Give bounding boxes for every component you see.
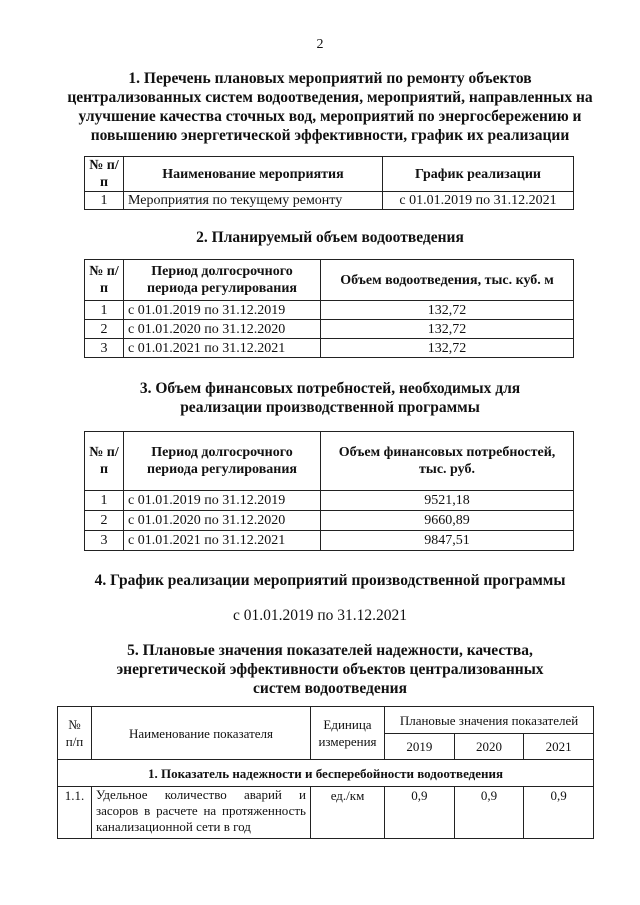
cell-num: 1 [85,301,124,320]
section5-title-line: энергетической эффективности объектов централизованных [116,661,544,678]
table-row [85,339,574,358]
table-row [85,531,574,551]
cell-value-2019: 0,9 [385,787,455,839]
col-name-header: Наименование мероприятия [124,157,383,192]
cell-period: с 01.01.2020 по 31.12.2020 [124,511,321,531]
section4-title: 4. График реализации мероприятий производственной программы [94,572,566,589]
cell-schedule: с 01.01.2019 по 31.12.2021 [383,192,574,210]
cell-volume: 132,72 [321,320,574,339]
cell-period: с 01.01.2019 по 31.12.2019 [124,491,321,511]
section1-title-line: централизованных систем водоотведения, мероприятий, направленных на [67,89,593,106]
section4-period: с 01.01.2019 по 31.12.2021 [232,607,408,624]
col-finance-header: Объем финансовых потребностей, тыс. руб. [321,432,574,491]
col-year-header: 2021 [524,734,594,760]
section5-title-line: систем водоотведения [253,680,407,697]
col-num-header: № п/п [85,432,124,491]
finance-table [84,431,574,551]
section3-title-line: 3. Объем финансовых потребностей, необходимых для [139,380,521,397]
section5-title [40,641,620,698]
section2-title: 2. Планируемый объем водоотведения [196,229,464,246]
col-volume-header: Объем водоотведения, тыс. куб. м [321,260,574,301]
section3-title [40,379,620,417]
table-row [85,320,574,339]
cell-finance: 9521,18 [321,491,574,511]
section5-title-line: 5. Плановые значения показателей надежности, качества, [127,642,533,659]
section1-title-line: повышению энергетической эффективности, график их реализации [90,127,570,144]
col-unit-header: Единица измерения [311,707,385,760]
cell-num: 1 [85,192,124,210]
col-num-header: № п/п [85,260,124,301]
page-number: 2 [316,37,324,52]
col-year-header: 2019 [385,734,455,760]
cell-unit: ед./км [311,787,385,839]
col-year-header: 2020 [454,734,524,760]
volume-table [84,259,574,358]
col-num-header: № п/п [58,707,92,760]
indicators-table [57,706,594,839]
table-row [85,301,574,320]
cell-period: с 01.01.2019 по 31.12.2019 [124,301,321,320]
section1-title-line: улучшение качества сточных вод, мероприятий по энергосбережению и [78,108,582,125]
col-schedule-header: График реализации [383,157,574,192]
cell-finance: 9847,51 [321,531,574,551]
cell-name: Мероприятия по текущему ремонту [124,192,383,210]
cell-num: 3 [85,339,124,358]
group-row [58,760,594,787]
cell-num: 2 [85,511,124,531]
cell-num: 1.1. [58,787,92,839]
col-indicator-header: Наименование показателя [92,707,311,760]
section3-title-line: реализации производственной программы [180,399,480,416]
cell-indicator: Удельное количество аварий и засоров в расчете на протяженность канализационной сети в год [92,787,311,839]
cell-finance: 9660,89 [321,511,574,531]
cell-value-2020: 0,9 [454,787,524,839]
table-row [85,192,574,210]
cell-num: 3 [85,531,124,551]
table-row [58,787,594,839]
col-period-header: Период долгосрочного периода регулирования [124,432,321,491]
section1-title-line: 1. Перечень плановых мероприятий по ремонту объектов [128,70,532,87]
cell-period: с 01.01.2021 по 31.12.2021 [124,531,321,551]
col-num-header: № п/п [85,157,124,192]
table-row [85,491,574,511]
cell-num: 1 [85,491,124,511]
cell-period: с 01.01.2021 по 31.12.2021 [124,339,321,358]
cell-period: с 01.01.2020 по 31.12.2020 [124,320,321,339]
cell-num: 2 [85,320,124,339]
cell-volume: 132,72 [321,339,574,358]
measures-table [84,156,574,210]
col-period-header: Период долгосрочного периода регулирования [124,260,321,301]
section1-title [40,69,620,145]
cell-value-2021: 0,9 [524,787,594,839]
group-title: 1. Показатель надежности и бесперебойности водоотведения [58,760,594,787]
table-row [85,511,574,531]
cell-volume: 132,72 [321,301,574,320]
col-planned-header: Плановые значения показателей [385,707,594,734]
